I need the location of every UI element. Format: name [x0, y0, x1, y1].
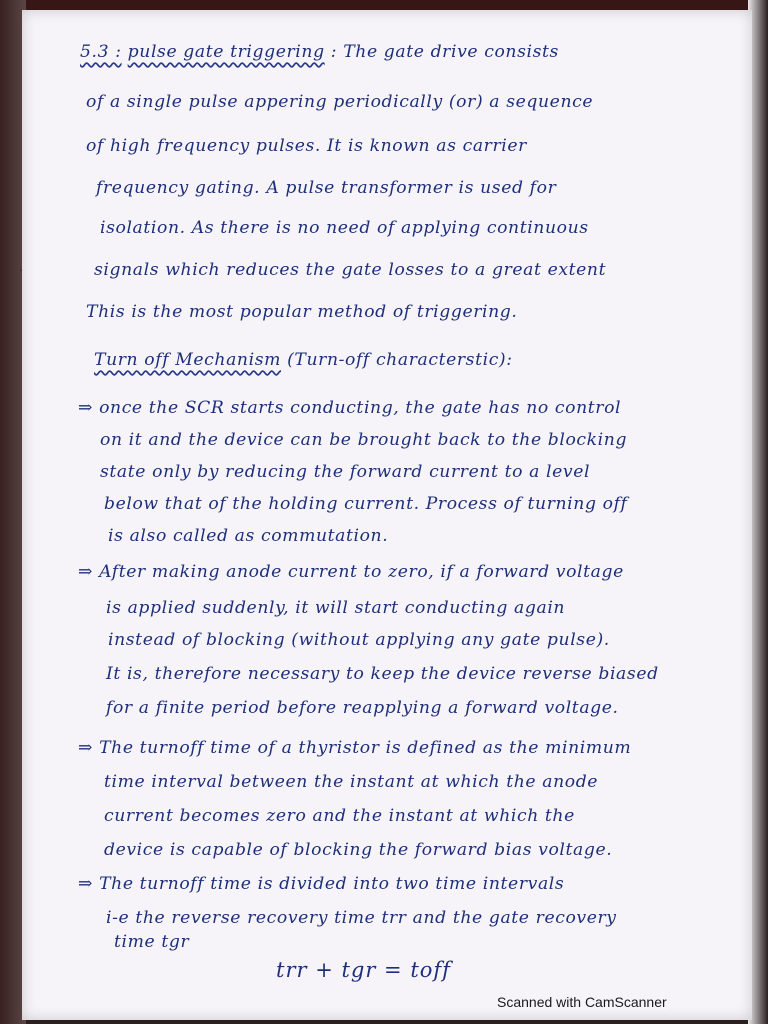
arrow-bullet-icon: ⇒ — [78, 874, 94, 894]
bullet2-line-3: instead of blocking (without applying any gate pulse). — [108, 630, 610, 650]
arrow-bullet-icon: ⇒ — [78, 738, 94, 758]
bullet1-line-4: below that of the holding current. Process of turning off — [104, 494, 628, 514]
section-heading-rest: : The gate drive consists — [330, 42, 559, 62]
bullet4-line-3: time tgr — [114, 932, 190, 952]
para1-line-2: of high frequency pulses. It is known as carrier — [86, 136, 527, 156]
bullet1-text-1: once the SCR starts conducting, the gate has no control — [99, 398, 622, 418]
margin-tick: ˛ — [18, 258, 24, 272]
para1-line-6: This is the most popular method of triggering. — [86, 302, 518, 322]
section-number: 5.3 : — [80, 42, 122, 62]
bullet1-line-5: is also called as commutation. — [108, 526, 389, 546]
bullet2-line-5: for a finite period before reapplying a forward voltage. — [106, 698, 619, 718]
para1-line-3: frequency gating. A pulse transformer is used for — [96, 178, 557, 198]
para1-line-1: of a single pulse appering periodically (or) a sequence — [86, 92, 594, 112]
turn-off-heading-rest: (Turn-off characterstic): — [287, 350, 513, 370]
arrow-bullet-icon: ⇒ — [78, 398, 94, 418]
bullet3-line-3: current becomes zero and the instant at which the — [104, 806, 575, 826]
section-heading — [80, 42, 559, 62]
bullet1-line-3: state only by reducing the forward current to a level — [100, 462, 591, 482]
bullet3-line-1 — [78, 738, 631, 758]
bullet3-line-4: device is capable of blocking the forward bias voltage. — [104, 840, 613, 860]
bullet4-text-1: The turnoff time is divided into two time intervals — [99, 874, 565, 894]
bullet2-line-4: It is, therefore necessary to keep the device reverse biased — [106, 664, 659, 684]
turn-off-heading — [94, 350, 513, 370]
section-title: pulse gate triggering — [127, 42, 325, 62]
turnoff-equation: trr + tgr = toff — [276, 958, 451, 982]
notebook-page — [18, 10, 752, 1020]
bullet2-line-1 — [78, 562, 624, 582]
para1-line-4: isolation. As there is no need of applying continuous — [100, 218, 589, 238]
bullet1-line-2: on it and the device can be brought back to the blocking — [100, 430, 628, 450]
turn-off-heading-title: Turn off Mechanism — [94, 350, 282, 370]
arrow-bullet-icon: ⇒ — [78, 562, 94, 582]
para1-line-5: signals which reduces the gate losses to a great extent — [94, 260, 607, 280]
bullet4-line-2: i-e the reverse recovery time trr and the gate recovery — [106, 908, 617, 928]
bullet3-text-1: The turnoff time of a thyristor is defined as the minimum — [99, 738, 632, 758]
bullet1-line-1 — [78, 398, 621, 418]
bullet4-line-1 — [78, 874, 564, 894]
bullet2-text-1: After making anode current to zero, if a forward voltage — [99, 562, 624, 582]
bullet3-line-2: time interval between the instant at which the anode — [104, 772, 599, 792]
camscanner-watermark: Scanned with CamScanner — [497, 994, 667, 1010]
bullet2-line-2: is applied suddenly, it will start conducting again — [106, 598, 566, 618]
